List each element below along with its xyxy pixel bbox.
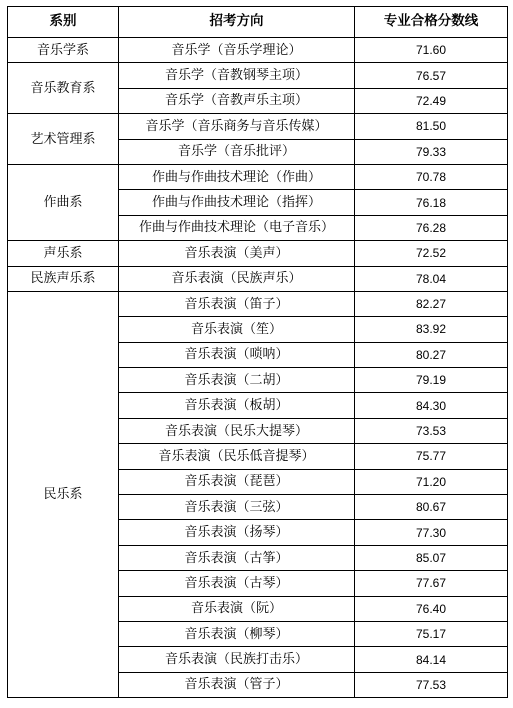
direction-cell: 音乐表演（民乐大提琴） xyxy=(119,418,355,443)
score-table-container xyxy=(7,6,508,698)
direction-cell: 音乐表演（管子） xyxy=(119,672,355,697)
table-body xyxy=(8,38,508,698)
score-cell: 77.53 xyxy=(355,672,508,697)
score-cell: 79.19 xyxy=(355,368,508,393)
score-cell: 75.17 xyxy=(355,621,508,646)
direction-cell: 作曲与作曲技术理论（指挥） xyxy=(119,190,355,215)
direction-cell: 音乐表演（古筝） xyxy=(119,545,355,570)
direction-cell: 音乐表演（二胡） xyxy=(119,368,355,393)
score-cell: 85.07 xyxy=(355,545,508,570)
direction-cell: 音乐表演（民乐低音提琴） xyxy=(119,444,355,469)
department-cell: 艺术管理系 xyxy=(8,114,119,165)
score-cell: 73.53 xyxy=(355,418,508,443)
department-cell: 音乐学系 xyxy=(8,38,119,63)
direction-cell: 音乐表演（阮） xyxy=(119,596,355,621)
direction-cell: 音乐表演（琵琶） xyxy=(119,469,355,494)
direction-cell: 音乐表演（板胡） xyxy=(119,393,355,418)
direction-cell: 音乐学（音乐批评） xyxy=(119,139,355,164)
direction-cell: 音乐学（音乐商务与音乐传媒） xyxy=(119,114,355,139)
score-cell: 80.27 xyxy=(355,342,508,367)
department-cell: 民族声乐系 xyxy=(8,266,119,291)
department-cell: 声乐系 xyxy=(8,241,119,266)
direction-cell: 音乐表演（柳琴） xyxy=(119,621,355,646)
score-cell: 78.04 xyxy=(355,266,508,291)
table-row xyxy=(8,266,508,291)
direction-cell: 音乐表演（唢呐） xyxy=(119,342,355,367)
score-cell: 76.18 xyxy=(355,190,508,215)
score-cell: 71.60 xyxy=(355,38,508,63)
score-cell: 75.77 xyxy=(355,444,508,469)
department-cell: 音乐教育系 xyxy=(8,63,119,114)
direction-cell: 音乐表演（三弦） xyxy=(119,495,355,520)
header-score: 专业合格分数线 xyxy=(355,7,508,38)
header-department: 系别 xyxy=(8,7,119,38)
score-cell: 81.50 xyxy=(355,114,508,139)
table-header xyxy=(8,7,508,38)
score-cell: 76.28 xyxy=(355,215,508,240)
direction-cell: 音乐学（音教声乐主项） xyxy=(119,88,355,113)
score-cell: 72.49 xyxy=(355,88,508,113)
direction-cell: 音乐学（音教钢琴主项） xyxy=(119,63,355,88)
direction-cell: 音乐表演（笙） xyxy=(119,317,355,342)
direction-cell: 音乐表演（民族打击乐） xyxy=(119,647,355,672)
header-direction: 招考方向 xyxy=(119,7,355,38)
score-cell: 70.78 xyxy=(355,164,508,189)
department-cell: 民乐系 xyxy=(8,291,119,697)
score-cell: 76.40 xyxy=(355,596,508,621)
score-table xyxy=(7,6,508,698)
score-cell: 71.20 xyxy=(355,469,508,494)
score-cell: 82.27 xyxy=(355,291,508,316)
table-row xyxy=(8,291,508,316)
score-cell: 80.67 xyxy=(355,495,508,520)
direction-cell: 音乐表演（民族声乐） xyxy=(119,266,355,291)
direction-cell: 音乐学（音乐学理论） xyxy=(119,38,355,63)
table-row xyxy=(8,38,508,63)
score-cell: 84.14 xyxy=(355,647,508,672)
direction-cell: 作曲与作曲技术理论（电子音乐） xyxy=(119,215,355,240)
table-row xyxy=(8,241,508,266)
score-cell: 77.67 xyxy=(355,571,508,596)
department-cell: 作曲系 xyxy=(8,164,119,240)
table-row xyxy=(8,63,508,88)
score-cell: 76.57 xyxy=(355,63,508,88)
direction-cell: 作曲与作曲技术理论（作曲） xyxy=(119,164,355,189)
header-row xyxy=(8,7,508,38)
table-row xyxy=(8,164,508,189)
direction-cell: 音乐表演（扬琴） xyxy=(119,520,355,545)
score-cell: 83.92 xyxy=(355,317,508,342)
score-cell: 84.30 xyxy=(355,393,508,418)
score-cell: 77.30 xyxy=(355,520,508,545)
direction-cell: 音乐表演（古琴） xyxy=(119,571,355,596)
score-cell: 79.33 xyxy=(355,139,508,164)
table-row xyxy=(8,114,508,139)
score-cell: 72.52 xyxy=(355,241,508,266)
direction-cell: 音乐表演（笛子） xyxy=(119,291,355,316)
direction-cell: 音乐表演（美声） xyxy=(119,241,355,266)
